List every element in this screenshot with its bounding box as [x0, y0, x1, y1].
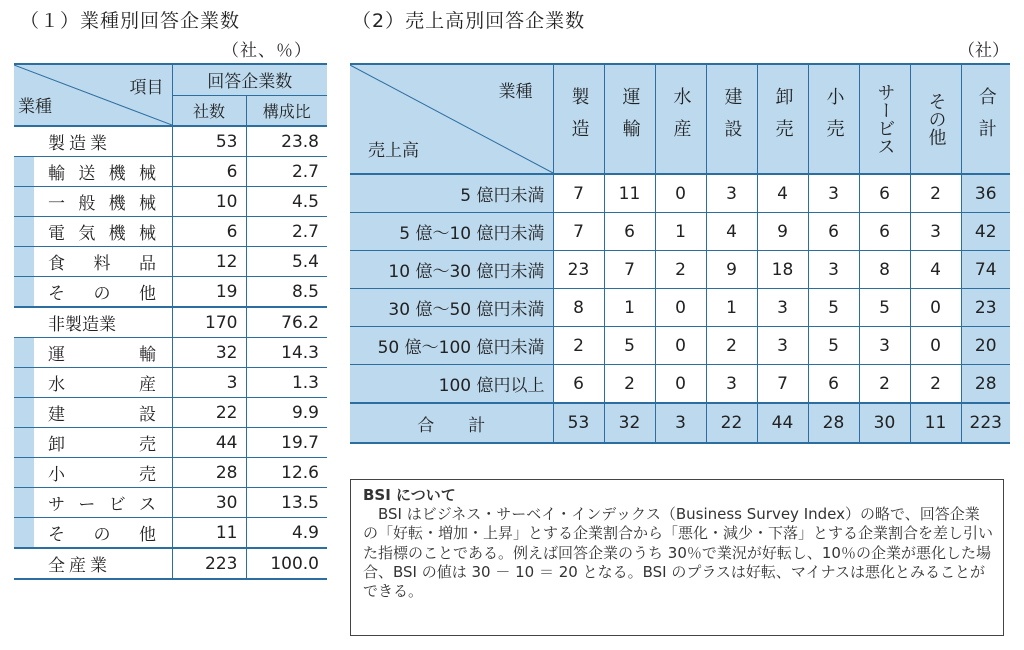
- cell-value: 3: [808, 251, 859, 289]
- cell-value: 30: [859, 403, 910, 443]
- industry-label: 水産: [14, 368, 172, 398]
- composition-ratio: 13.5: [246, 488, 327, 518]
- column-header: [961, 64, 1010, 174]
- sales-range-label: 5 億円未満: [350, 174, 553, 213]
- table-row: [14, 488, 327, 518]
- cell-value: 3: [655, 403, 706, 443]
- cell-value: 4: [910, 251, 961, 289]
- industry-label: 一般機械: [14, 187, 172, 217]
- column-header-label: その他: [925, 92, 947, 146]
- industry-label: 全産業: [14, 548, 172, 579]
- column-header: [757, 64, 808, 174]
- cell-value: 5: [859, 289, 910, 327]
- cell-value: 3: [757, 289, 808, 327]
- cell-value: 1: [655, 213, 706, 251]
- bsi-body: BSI はビジネス・サーベイ・インデックス（Business Survey Index）の略で、回答企業の「好転・増加・上昇」とする企業割合から「悪化・減少・下落」とする企業割合を差し引いた指標のことである。例えば回答企業のうち 30％で業況が好転し、10％の企業が悪化した場合、BSI の値は 30 － 10 ＝ 20 となる。BSI のプラスは好転、マイナスは悪化とみることができる。: [363, 505, 994, 600]
- cell-value: 6: [808, 213, 859, 251]
- composition-ratio: 14.3: [246, 338, 327, 368]
- table-row: [14, 458, 327, 488]
- table-row: [14, 307, 327, 338]
- cell-value: 23: [961, 289, 1010, 327]
- cell-value: 7: [757, 365, 808, 404]
- company-count: 19: [172, 277, 246, 308]
- cell-value: 9: [757, 213, 808, 251]
- table-row: [14, 368, 327, 398]
- cell-value: 23: [553, 251, 604, 289]
- composition-ratio: 5.4: [246, 247, 327, 277]
- company-count: 53: [172, 126, 246, 157]
- sales-range-label: 100 億円以上: [350, 365, 553, 404]
- column-header-label: 卸売: [772, 87, 794, 151]
- cell-value: 2: [910, 174, 961, 213]
- cell-value: 42: [961, 213, 1010, 251]
- table2-corner-header: [350, 64, 553, 174]
- cell-value: 2: [910, 365, 961, 404]
- header-sales: 売上高: [368, 141, 419, 161]
- industry-label: 卸売: [14, 428, 172, 458]
- table-row: [14, 157, 327, 187]
- table-row: [14, 338, 327, 368]
- cell-value: 3: [859, 327, 910, 365]
- industry-label: 輸送機械: [14, 157, 172, 187]
- column-header-label: 運輸: [619, 87, 641, 151]
- cell-value: 9: [706, 251, 757, 289]
- industry-label: 製造業: [14, 126, 172, 157]
- company-count: 223: [172, 548, 246, 579]
- header-ratio: 構成比: [246, 95, 327, 126]
- composition-ratio: 76.2: [246, 307, 327, 338]
- cell-value: 7: [553, 174, 604, 213]
- cell-value: 6: [553, 365, 604, 404]
- cell-value: 8: [859, 251, 910, 289]
- company-count: 44: [172, 428, 246, 458]
- cell-value: 74: [961, 251, 1010, 289]
- industry-label: 電気機械: [14, 217, 172, 247]
- company-count: 22: [172, 398, 246, 428]
- table-row: [14, 548, 327, 579]
- cell-value: 8: [553, 289, 604, 327]
- cell-value: 2: [553, 327, 604, 365]
- table-row: [350, 213, 1010, 251]
- industry-table: [14, 63, 327, 580]
- cell-value: 0: [655, 289, 706, 327]
- cell-value: 3: [706, 365, 757, 404]
- cell-value: 2: [706, 327, 757, 365]
- cell-value: 22: [706, 403, 757, 443]
- cell-value: 2: [604, 365, 655, 404]
- company-count: 6: [172, 157, 246, 187]
- bsi-title: BSI について: [363, 486, 456, 504]
- cell-value: 32: [604, 403, 655, 443]
- industry-label: 小売: [14, 458, 172, 488]
- industry-label: 建設: [14, 398, 172, 428]
- column-header: [655, 64, 706, 174]
- composition-ratio: 19.7: [246, 428, 327, 458]
- sales-range-label: 10 億～30 億円未満: [350, 251, 553, 289]
- table1-title: （１）業種別回答企業数: [20, 10, 241, 32]
- company-count: 10: [172, 187, 246, 217]
- cell-value: 4: [706, 213, 757, 251]
- cell-value: 18: [757, 251, 808, 289]
- company-count: 30: [172, 488, 246, 518]
- composition-ratio: 9.9: [246, 398, 327, 428]
- table-row: [14, 187, 327, 217]
- cell-value: 6: [808, 365, 859, 404]
- composition-ratio: 100.0: [246, 548, 327, 579]
- table1-unit: （社、％）: [222, 41, 312, 61]
- cell-value: 0: [655, 174, 706, 213]
- cell-value: 6: [859, 174, 910, 213]
- column-header: [553, 64, 604, 174]
- column-header-label: 小売: [823, 87, 845, 151]
- table-row: [350, 365, 1010, 404]
- cell-value: 223: [961, 403, 1010, 443]
- industry-label: 運輸: [14, 338, 172, 368]
- cell-value: 28: [961, 365, 1010, 404]
- company-count: 32: [172, 338, 246, 368]
- cell-value: 28: [808, 403, 859, 443]
- industry-label: 非製造業: [14, 307, 172, 338]
- table-row: [14, 247, 327, 277]
- sales-range-label: 合 計: [350, 403, 553, 443]
- table-row: [14, 277, 327, 308]
- cell-value: 3: [757, 327, 808, 365]
- table-row: [14, 126, 327, 157]
- cell-value: 11: [910, 403, 961, 443]
- composition-ratio: 8.5: [246, 277, 327, 308]
- cell-value: 1: [706, 289, 757, 327]
- composition-ratio: 4.9: [246, 518, 327, 549]
- company-count: 170: [172, 307, 246, 338]
- table-row: [14, 398, 327, 428]
- company-count: 12: [172, 247, 246, 277]
- cell-value: 3: [910, 213, 961, 251]
- header-count: 社数: [172, 95, 246, 126]
- company-count: 28: [172, 458, 246, 488]
- cell-value: 36: [961, 174, 1010, 213]
- table-row: [350, 289, 1010, 327]
- cell-value: 4: [757, 174, 808, 213]
- cell-value: 44: [757, 403, 808, 443]
- column-header: [604, 64, 655, 174]
- composition-ratio: 4.5: [246, 187, 327, 217]
- company-count: 3: [172, 368, 246, 398]
- cell-value: 11: [604, 174, 655, 213]
- industry-label: その他: [14, 518, 172, 549]
- sales-range-label: 5 億～10 億円未満: [350, 213, 553, 251]
- table-row: [350, 327, 1010, 365]
- header-item: 項目: [129, 78, 164, 98]
- table-row: [14, 518, 327, 549]
- sales-range-label: 50 億～100 億円未満: [350, 327, 553, 365]
- industry-label: 食料品: [14, 247, 172, 277]
- table-row: [14, 217, 327, 247]
- table-row: [350, 251, 1010, 289]
- table2-title: （2）売上高別回答企業数: [352, 10, 586, 32]
- column-header-label: 合計: [975, 87, 997, 151]
- composition-ratio: 1.3: [246, 368, 327, 398]
- column-header-label: 製造: [568, 87, 590, 151]
- composition-ratio: 2.7: [246, 217, 327, 247]
- cell-value: 1: [604, 289, 655, 327]
- cell-value: 20: [961, 327, 1010, 365]
- company-count: 6: [172, 217, 246, 247]
- column-header-label: 建設: [721, 87, 743, 151]
- table-row: [350, 174, 1010, 213]
- table-row: [14, 428, 327, 458]
- cell-value: 6: [604, 213, 655, 251]
- cell-value: 3: [706, 174, 757, 213]
- bsi-note: [350, 479, 1004, 636]
- cell-value: 0: [910, 327, 961, 365]
- composition-ratio: 12.6: [246, 458, 327, 488]
- cell-value: 6: [859, 213, 910, 251]
- cell-value: 5: [604, 327, 655, 365]
- column-header-label: 水産: [670, 87, 692, 151]
- composition-ratio: 2.7: [246, 157, 327, 187]
- column-header: [706, 64, 757, 174]
- cell-value: 0: [910, 289, 961, 327]
- cell-value: 53: [553, 403, 604, 443]
- table1-corner-header: [14, 64, 172, 126]
- header-industry: 業種: [18, 97, 52, 117]
- sales-range-label: 30 億～50 億円未満: [350, 289, 553, 327]
- cell-value: 3: [808, 174, 859, 213]
- cell-value: 2: [859, 365, 910, 404]
- column-header: [859, 64, 910, 174]
- column-header: [910, 64, 961, 174]
- industry-label: その他: [14, 277, 172, 308]
- composition-ratio: 23.8: [246, 126, 327, 157]
- column-header: [808, 64, 859, 174]
- industry-label: サービス: [14, 488, 172, 518]
- cell-value: 7: [553, 213, 604, 251]
- sales-table: [350, 63, 1010, 444]
- cell-value: 5: [808, 289, 859, 327]
- header-group: 回答企業数: [172, 64, 327, 95]
- table2-unit: （社）: [958, 41, 1009, 61]
- header-industry: 業種: [498, 82, 533, 102]
- cell-value: 7: [604, 251, 655, 289]
- cell-value: 5: [808, 327, 859, 365]
- company-count: 11: [172, 518, 246, 549]
- cell-value: 0: [655, 365, 706, 404]
- cell-value: 2: [655, 251, 706, 289]
- cell-value: 0: [655, 327, 706, 365]
- column-header-label: サービス: [874, 83, 896, 155]
- table-row: [350, 403, 1010, 443]
